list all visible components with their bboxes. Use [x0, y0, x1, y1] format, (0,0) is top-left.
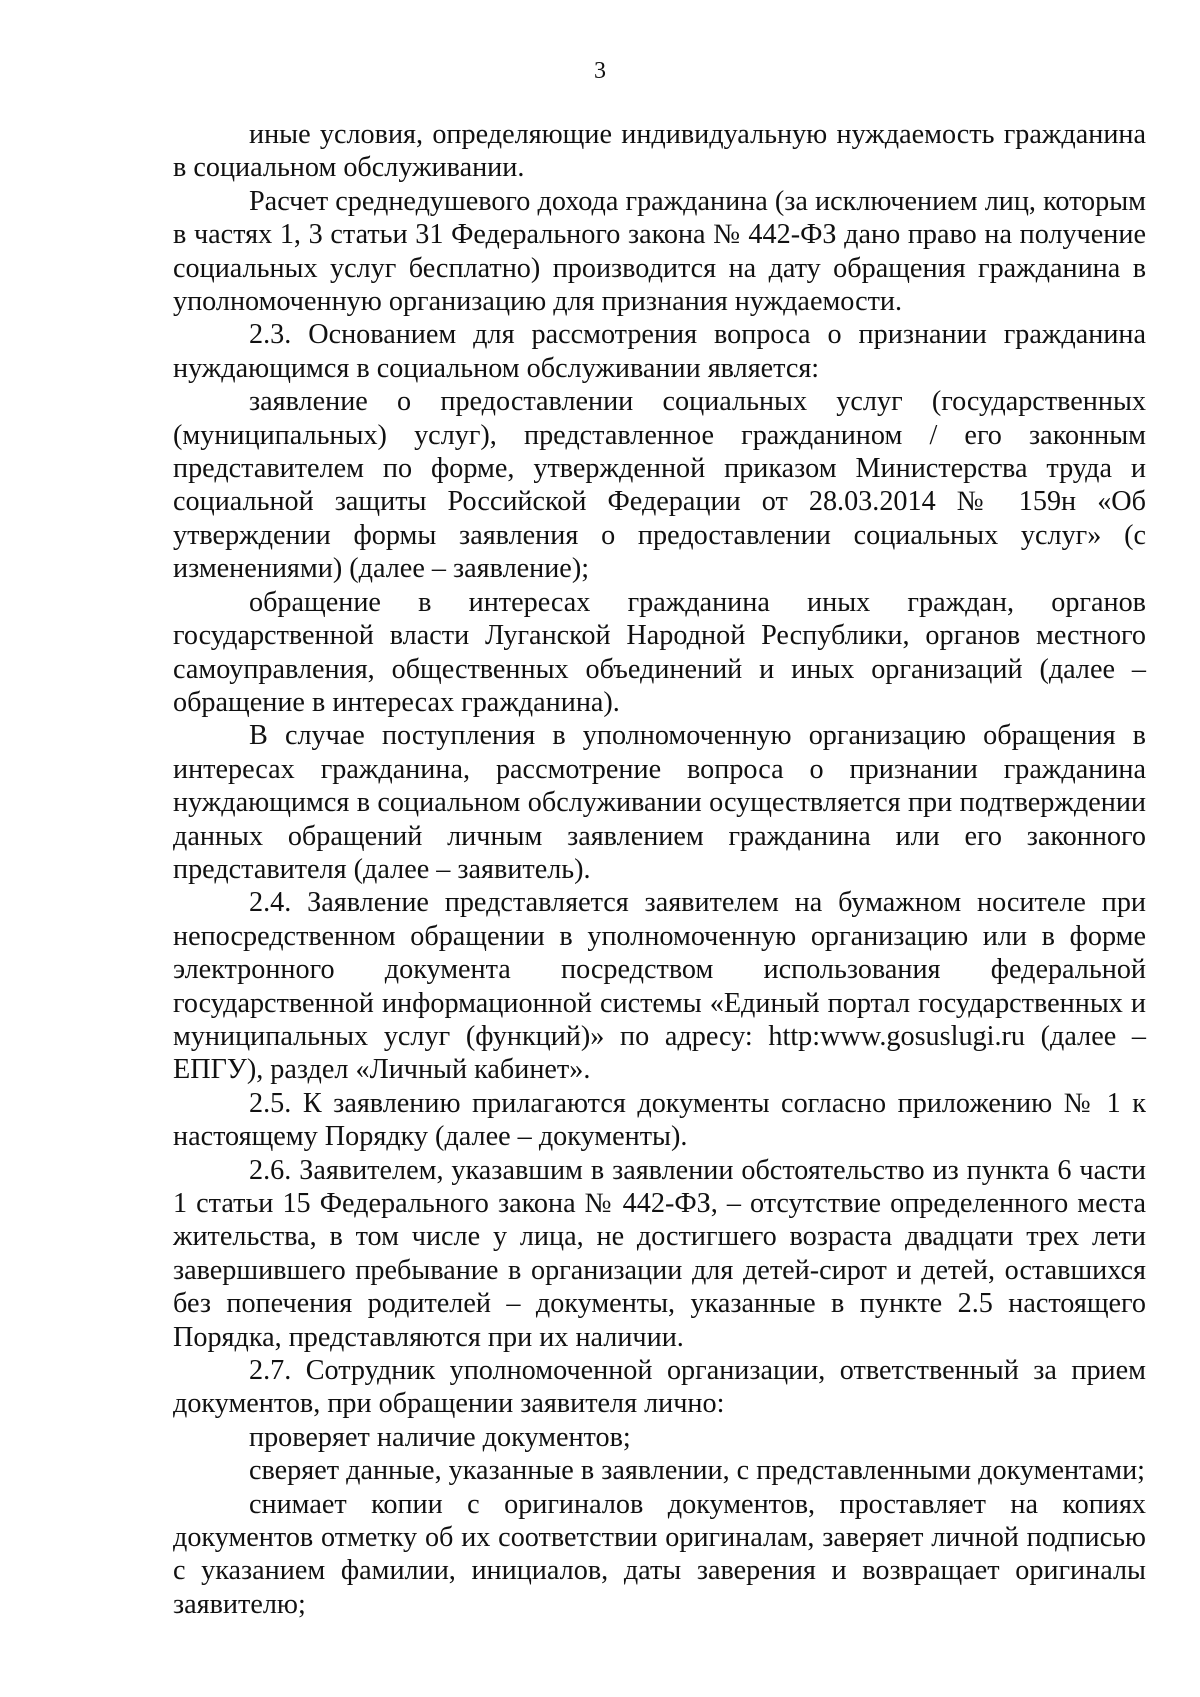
paragraph-application: заявление о предоставлении социальных услуг (государственных (муниципальных) услуг), представленное гражданином / его законным представителем по форме, утвержденной приказом Министерства труда и социальной защиты Российской Федерации от 28.03.2014 № 159н «Об утверждении формы заявления о предоставлении социальных услуг» (с изменениями) (далее – заявление); [173, 386, 1146, 585]
paragraph-2-7: 2.7. Сотрудник уполномоченной организации, ответственный за прием документов, при обращении заявителя лично: [173, 1355, 1146, 1420]
page-number: 3 [594, 58, 606, 84]
paragraph-2-4: 2.4. Заявление представляется заявителем на бумажном носителе при непосредственном обращении в уполномоченную организацию или в форме электронного документа посредством использования федеральной государственной информационной системы «Единый портал государственных и муниципальных услуг (функций)» по адресу: http:www.gosuslugi.ru (далее – ЕПГУ), раздел «Личный кабинет». [173, 887, 1146, 1086]
paragraph-2-3: 2.3. Основанием для рассмотрения вопроса о признании гражданина нуждающимся в социальном обслуживании является: [173, 319, 1146, 384]
paragraph-verify-data: сверяет данные, указанные в заявлении, с представленными документами; [249, 1455, 1145, 1487]
document-body [173, 118, 1146, 1621]
paragraph-income-calculation: Расчет среднедушевого дохода гражданина (за исключением лиц, которым в частях 1, 3 статьи 31 Федерального закона № 442-ФЗ дано право на получение социальных услуг бесплатно) производится на дату обращения гражданина в уполномоченную организацию для признания нуждаемости. [173, 185, 1146, 318]
paragraph-make-copies: снимает копии с оригиналов документов, проставляет на копиях документов отметку об их соответствии оригиналам, заверяет личной подписью с указанием фамилии, инициалов, даты заверения и возвращает оригиналы заявителю; [173, 1488, 1146, 1620]
paragraph-2-5: 2.5. К заявлению прилагаются документы согласно приложению № 1 к настоящему Порядку (далее – документы). [173, 1087, 1146, 1153]
paragraph-other-conditions: иные условия, определяющие индивидуальную нуждаемость гражданина в социальном обслуживании. [173, 119, 1146, 184]
paragraph-check-documents: проверяет наличие документов; [249, 1421, 631, 1453]
paragraph-appeal-confirmation: В случае поступления в уполномоченную организацию обращения в интересах гражданина, рассмотрение вопроса о признании гражданина нуждающимся в социальном обслуживании осуществляется при подтверждении данных обращений личным заявлением гражданина или его законного представителя (далее – заявитель). [173, 720, 1146, 885]
paragraph-2-6: 2.6. Заявителем, указавшим в заявлении обстоятельство из пункта 6 части 1 статьи 15 Федерального закона № 442-ФЗ, – отсутствие определенного места жительства, в том числе у лица, не достигшего возраста двадцати трех лети завершившего пребывание в организации для детей-сирот и детей, оставшихся без попечения родителей – документы, указанные в пункте 2.5 настоящего Порядка, представляются при их наличии. [173, 1154, 1146, 1353]
paragraph-appeal: обращение в интересах гражданина иных граждан, органов государственной власти Луганской Народной Республики, органов местного самоуправления, общественных объединений и иных организаций (далее – обращение в интересах гражданина). [173, 586, 1146, 718]
